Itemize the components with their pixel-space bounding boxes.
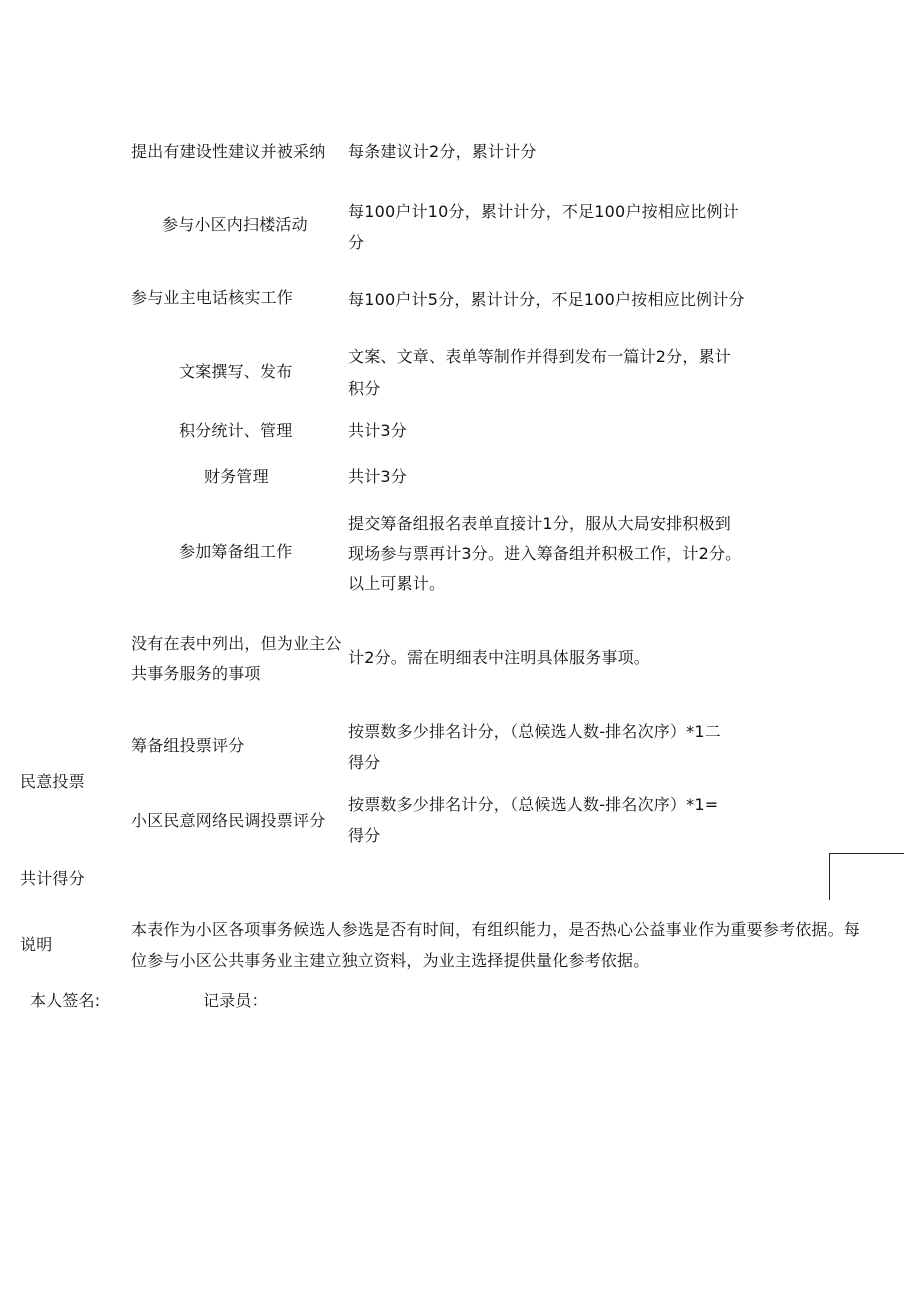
note-label: 说明 [20,935,53,954]
rule-prep-vote-line1: 按票数多少排名计分，（总候选人数-排名次序）*1二 [348,722,721,741]
item-prep-group: 参加筹备组工作 [179,542,293,561]
rule-online-vote-line2: 得分 [348,826,381,845]
item-suggestion: 提出有建设性建议并被采纳 [131,142,326,161]
rule-phone-verify: 每100户计5分，累计计分，不足100户按相应比例计分 [348,290,745,309]
item-finance: 财务管理 [204,467,269,486]
recorder-label: 记录员： [203,991,268,1010]
rule-prep-group-line2: 现场参与票再计3分。进入筹备组并积极工作，计2分。 [348,544,742,563]
rule-prep-group-line3: 以上可累计。 [348,574,446,593]
item-other-line1: 没有在表中列出，但为业主公 [131,634,342,653]
rule-copywriting-line2: 积分 [348,379,381,398]
rule-finance: 共计3分 [348,467,407,486]
item-online-vote: 小区民意网络民调投票评分 [131,811,326,830]
signature-label: 本人签名: [30,991,101,1010]
note-text-line1: 本表作为小区各项事务候选人参选是否有时间，有组织能力，是否热心公益事业作为重要参考依据。每 [131,920,861,939]
rule-online-vote-line1: 按票数多少排名计分，（总候选人数-排名次序）*1= [348,795,719,814]
note-text-line2: 位参与小区公共事务业主建立独立资料，为业主选择提供量化参考依据。 [131,951,650,970]
rule-suggestion: 每条建议计2分，累计计分 [348,142,537,161]
rule-prep-vote-line2: 得分 [348,753,381,772]
rule-points-management: 共计3分 [348,421,407,440]
rule-other: 计2分。需在明细表中注明具体服务事项。 [348,648,650,667]
item-phone-verify: 参与业主电话核实工作 [131,288,294,307]
rule-copywriting-line1: 文案、文章、表单等制作并得到发布一篇计2分，累计 [348,347,731,366]
item-building-sweep: 参与小区内扫楼活动 [162,215,308,234]
item-prep-vote: 筹备组投票评分 [131,736,245,755]
item-copywriting: 文案撰写、发布 [179,362,293,381]
rule-building-sweep-line2: 分 [348,233,365,252]
vote-section-label: 民意投票 [20,772,85,791]
item-other-line2: 共事务服务的事项 [131,664,261,683]
total-score-label: 共计得分 [20,869,85,888]
rule-building-sweep-line1: 每100户计10分，累计计分，不足100户按相应比例计 [348,202,739,221]
total-score-cell [829,853,904,900]
item-points-management: 积分统计、管理 [179,421,293,440]
rule-prep-group-line1: 提交筹备组报名表单直接计1分，服从大局安排积极到 [348,514,731,533]
